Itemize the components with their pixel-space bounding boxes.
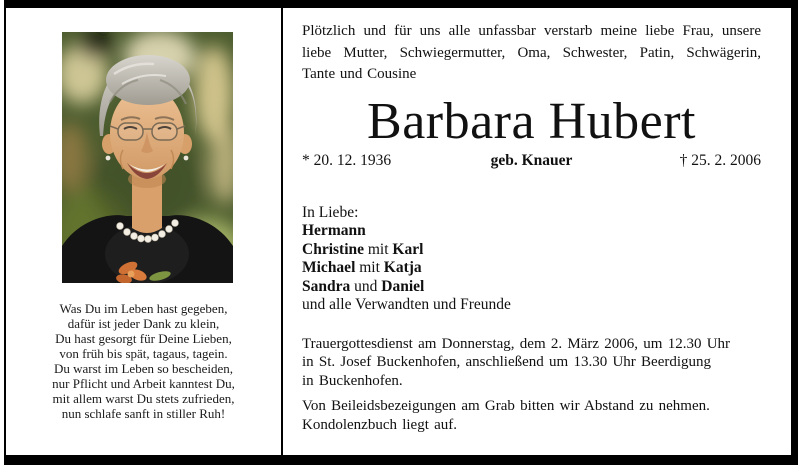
poem-line: dafür ist jeder Dank zu klein, (67, 316, 220, 331)
mourners-closing: und alle Verwandten und Freunde (302, 296, 511, 313)
deceased-portrait-photo (62, 32, 233, 283)
deceased-name: Barbara Hubert (367, 92, 696, 150)
intro-line: Plötzlich und für uns alle unfassbar verstarb meine liebe Frau, unsere (302, 23, 761, 39)
condolence-line: Kondolenzbuch liegt auf. (302, 416, 458, 433)
mourner-line (302, 241, 761, 260)
mourner-connector: und (350, 277, 382, 295)
service-line: in St. Josef Buckenhofen, anschließend um 13.30 Uhr Beerdigung (302, 354, 712, 370)
poem-line: Du warst im Leben so bescheiden, (53, 361, 234, 376)
notice-text-column (283, 8, 791, 455)
poem-line: von früh bis spät, tagaus, tagein. (59, 346, 228, 361)
poem-line: mit allem warst Du stets zufrieden, (52, 391, 235, 406)
announcement-intro (302, 21, 761, 86)
mourner-name: Daniel (381, 277, 425, 295)
mourner-name: Sandra (302, 277, 351, 295)
mourners-heading: In Liebe: (302, 203, 359, 221)
poem-line: Was Du im Leben hast gegeben, (59, 301, 228, 316)
mourner-name: Hermann (302, 222, 366, 239)
funeral-service-details (302, 335, 761, 391)
service-line: Trauergottesdienst am Donnerstag, dem 2. März 2006, um 12.30 Uhr (302, 335, 731, 352)
mourner-connector: mit (355, 259, 384, 276)
mourner-line (302, 278, 761, 297)
life-dates-row (302, 152, 761, 170)
mourner-name: Karl (392, 240, 424, 258)
poem-line: Du hast gesorgt für Deine Lieben, (55, 331, 232, 346)
condolence-note (302, 397, 761, 434)
mourner-name: Christine (302, 240, 364, 258)
mourner-name: Michael (302, 259, 356, 276)
memorial-poem (6, 301, 281, 421)
mourner-line (302, 259, 761, 278)
mourner-connector: mit (364, 240, 393, 258)
photo-column (6, 8, 281, 455)
notice-frame (4, 0, 798, 465)
mourner-line (302, 222, 761, 241)
birth-date: * 20. 12. 1936 (302, 151, 392, 169)
death-date: † 25. 2. 2006 (679, 151, 761, 169)
poem-line: nur Pflicht und Arbeit kanntest Du, (52, 376, 235, 391)
poem-line: nun schlafe sanft in stiller Ruh! (61, 406, 226, 421)
service-line: in Buckenhofen. (302, 372, 403, 389)
mourner-name: Katja (383, 259, 422, 276)
mourners-block (302, 204, 761, 315)
intro-line: Tante und Cousine (302, 66, 417, 82)
intro-line: liebe Mutter, Schwiegermutter, Oma, Schwester, Patin, Schwägerin, (302, 44, 761, 61)
maiden-name: geb. Knauer (490, 151, 573, 169)
condolence-line: Von Beileidsbezeigungen am Grab bitten wir Abstand zu nehmen. (302, 398, 710, 414)
